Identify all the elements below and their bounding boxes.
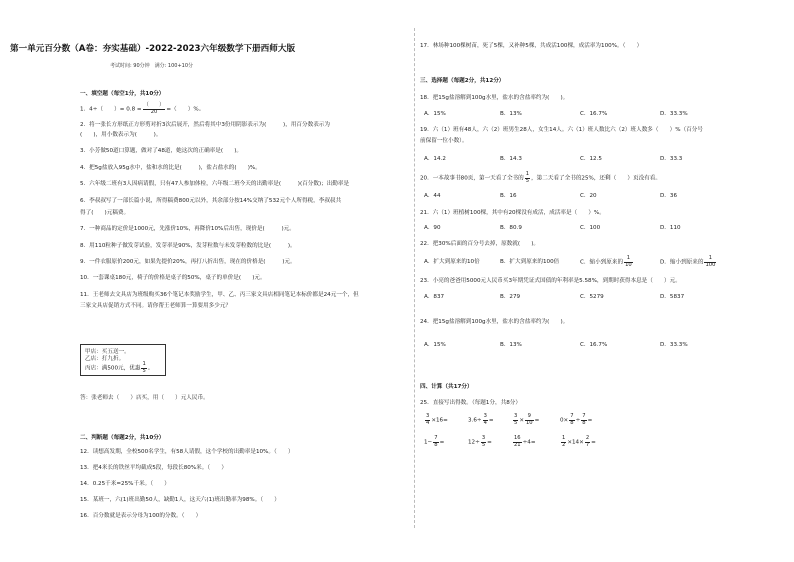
fraction: $\frac{1}{5}$ (525, 171, 530, 184)
question-12: 12．读想高发期，全校500名学生，有58人请假，这个学校的出勤率是10%。（ ） (80, 449, 294, 455)
question-2a: 2．将一张长方形纸正方形剪对折3次后展开，然后将其中3份用阴影表示为( )，用百分数表示为 (80, 122, 330, 128)
section-fill-blank: 一、填空题（每空1分，共10分） (80, 91, 165, 97)
calc-6: 12÷ $\frac{3}{5}$ = (468, 435, 492, 448)
question-24: 24．把15g盐溶解到100g水里，盐水的含盐率约为( )。 (420, 319, 569, 325)
question-11b: 三家文具店促销方式不同。请你帮王老师算一算要用多少元？ (80, 303, 232, 309)
question-23: 23．小亮的爸爸用5000元人民币买3年期凭证式国债的年利率是5.58%，到期时获得本息是（ ）元。 (420, 278, 681, 284)
right-column (420, 0, 770, 562)
fraction: $\frac{2}{7}$ (585, 435, 590, 448)
q20-option-c: C．20 (580, 193, 597, 199)
question-13: 13．把4米长的铁丝平均截成5段，每段长80%米。（ ） (80, 465, 227, 471)
fraction: $\frac{9}{10}$ (526, 413, 533, 426)
question-19b: 前保留一位小数）。 (420, 138, 468, 144)
question-16: 16．百分数就是表示分母为100的分数。（ ） (80, 513, 202, 519)
q23-option-b: B．279 (500, 294, 521, 300)
store-bing: 丙店：满500元，优惠 $\frac{1}{5}$ 。 (85, 361, 154, 374)
fraction: $\frac{1}{2}$ (562, 435, 566, 448)
left-column (80, 0, 410, 562)
fraction: $\frac{7}{8}$ (570, 413, 574, 426)
fraction: $\frac{16}{21}$ (514, 435, 521, 448)
q18-option-c: C．16.7% (580, 111, 608, 117)
question-5: 5．六年级二班有3人因病请假，只有47人参加体检，六年级二班今天的出勤率是( )(百分数)；出勤率是 (80, 181, 350, 187)
answer-11: 答：张老师去（ ）店买，用（ ）元人民币。 (80, 395, 209, 401)
question-8: 8．用110粒种子做发芽试验，发芽率是90%，发芽粒数与未发芽粒数的比是( )。 (80, 243, 296, 249)
promotion-box (80, 344, 166, 376)
q22-option-b: B．扩大到原来的100倍 (500, 259, 560, 265)
q23-option-a: A．837 (424, 294, 445, 300)
calc-8: $\frac{1}{2}$ ×14× $\frac{2}{7}$ = (562, 435, 596, 448)
q24-option-b: B．13% (500, 342, 522, 348)
fraction: $\frac{3}{5}$ (514, 413, 518, 426)
question-11a: 11．王老师去文具店为班级购买36个笔记本奖励学生，甲、乙、丙三家文具店相同笔记本标价都是24元一个，但 (80, 292, 359, 298)
question-17: 17．林场种100棵树苗，死了5棵，又补种5棵，共成活100棵，成活率为100%。（ ） (420, 43, 643, 49)
q20-option-a: A．44 (424, 193, 441, 199)
column-divider (414, 28, 415, 528)
fraction: $\frac{3}{5}$ (481, 435, 486, 448)
q20-option-d: D．36 (660, 193, 678, 199)
q23-option-c: C．5279 (580, 294, 604, 300)
exam-info: 考试时间: 90分钟 满分: 100+10分 (110, 63, 194, 69)
q22-option-c: C．缩小到原来的 $\frac{1}{10}$ (580, 255, 632, 268)
store-yi: 乙店：打九折。 (85, 356, 125, 362)
question-18: 18．把15g盐溶解到100g水里，盐水的含盐率约为( )。 (420, 95, 569, 101)
fraction: $\frac{3}{4}$ (426, 413, 430, 426)
question-6b: 得了( )元稿费。 (80, 210, 130, 216)
question-10: 10．一套课桌180元，椅子的价格是桌子的50%，桌子的单价是( )元。 (80, 275, 266, 281)
fraction: $\frac{3}{4}$ (483, 413, 487, 426)
question-1: 1．4÷（ ）= 0.8 = $\frac{( )}{20}$ =（ ）%。 (80, 102, 205, 115)
question-9: 9．一件衣服原价200元，如果先提价20%，再打八折出售，现在的价格是( )元。 (80, 259, 296, 265)
q19-option-d: D．33.3 (660, 156, 683, 162)
calc-3: $\frac{3}{5}$ × $\frac{9}{10}$ = (514, 413, 540, 426)
question-7: 7．一种商品的定价是1000元，先涨价10%，再降价10%后出售，现价是( )元。 (80, 226, 295, 232)
fraction: $\frac{1}{5}$ (142, 361, 146, 374)
q21-option-c: C．100 (580, 225, 601, 231)
calc-5: 1− $\frac{7}{8}$ = (424, 435, 445, 448)
fraction: $\frac{( )}{20}$ (143, 102, 165, 115)
question-6a: 6．李叔叔写了一部长篇小说，所得稿费800元以外，其余部分按14%交纳了532元个人所得税，李叔叔共 (80, 198, 342, 204)
fraction: $\frac{7}{8}$ (582, 413, 586, 426)
q18-option-a: A．15% (424, 111, 446, 117)
question-22: 22．把30%后面的百分号去掉，原数就( )。 (420, 241, 540, 247)
q19-option-c: C．12.5 (580, 156, 602, 162)
question-20: 20．一本故事书80页，第一天看了全书的 $\frac{1}{5}$ ，第二天看了全书的25%，还剩（ ）页没有看。 (420, 171, 661, 184)
q23-option-d: D．5837 (660, 294, 685, 300)
question-19a: 19．六（1）班有48人，六（2）班男生28人，女生14人。六（1）班人数比六（2）班人数多（ ）%（百分号 (420, 127, 703, 133)
q18-option-d: D．33.3% (660, 111, 688, 117)
q21-option-b: B．80.9 (500, 225, 522, 231)
calc-1: $\frac{3}{4}$ ×16= (426, 413, 448, 426)
question-2b: ( )，用小数表示为( )。 (80, 132, 162, 138)
question-14: 14．0.25千米=25%千米。（ ） (80, 481, 170, 487)
fraction: $\frac{1}{10}$ (625, 255, 632, 268)
store-jia: 甲店：买五送一。 (85, 349, 130, 355)
q22-option-d: D．缩小到原来的 $\frac{1}{100}$ (660, 255, 716, 268)
question-3: 3．小芳做50道口算题，做对了48道，她这次的正确率是( )。 (80, 148, 243, 154)
q24-option-d: D．33.3% (660, 342, 688, 348)
q18-option-b: B．13% (500, 111, 522, 117)
question-21: 21．六（1）班植树100棵，其中有20棵没有成活，成活率是（ ）%。 (420, 210, 605, 216)
question-25: 25．直接写出得数。（每题1分，共8分） (420, 400, 521, 406)
q21-option-d: D．110 (660, 225, 681, 231)
q20-option-b: B．16 (500, 193, 517, 199)
fraction: $\frac{7}{8}$ (434, 435, 438, 448)
page-title: 第一单元百分数（A卷：夯实基础）-2022-2023六年级数学下册西师大版 (10, 44, 296, 54)
question-4: 4．把5g盐放入95g水中，盐和水的比是( )，盐占盐水的( )%。 (80, 165, 261, 171)
q21-option-a: A．90 (424, 225, 441, 231)
q19-option-b: B．14.3 (500, 156, 522, 162)
q22-option-a: A．扩大到原来的10倍 (424, 259, 480, 265)
q24-option-c: C．16.7% (580, 342, 608, 348)
q24-option-a: A．15% (424, 342, 446, 348)
calc-4: 0× $\frac{7}{8}$ ÷ $\frac{7}{8}$ = (560, 413, 593, 426)
section-choice: 三、选择题（每题2分，共12分） (420, 78, 505, 84)
fraction: $\frac{1}{100}$ (705, 255, 716, 268)
q19-option-a: A．14.2 (424, 156, 446, 162)
calc-7: $\frac{16}{21}$ ÷4= (514, 435, 536, 448)
question-15: 15．某班一，六(1)班出勤50人，缺勤1人，这天六(1)班出勤率为98%。（ ） (80, 497, 280, 503)
section-calculation: 四、计算（共17分） (420, 384, 473, 390)
calc-2: 3.6÷ $\frac{3}{4}$ = (468, 413, 494, 426)
section-true-false: 二、判断题（每题2分，共10分） (80, 435, 165, 441)
